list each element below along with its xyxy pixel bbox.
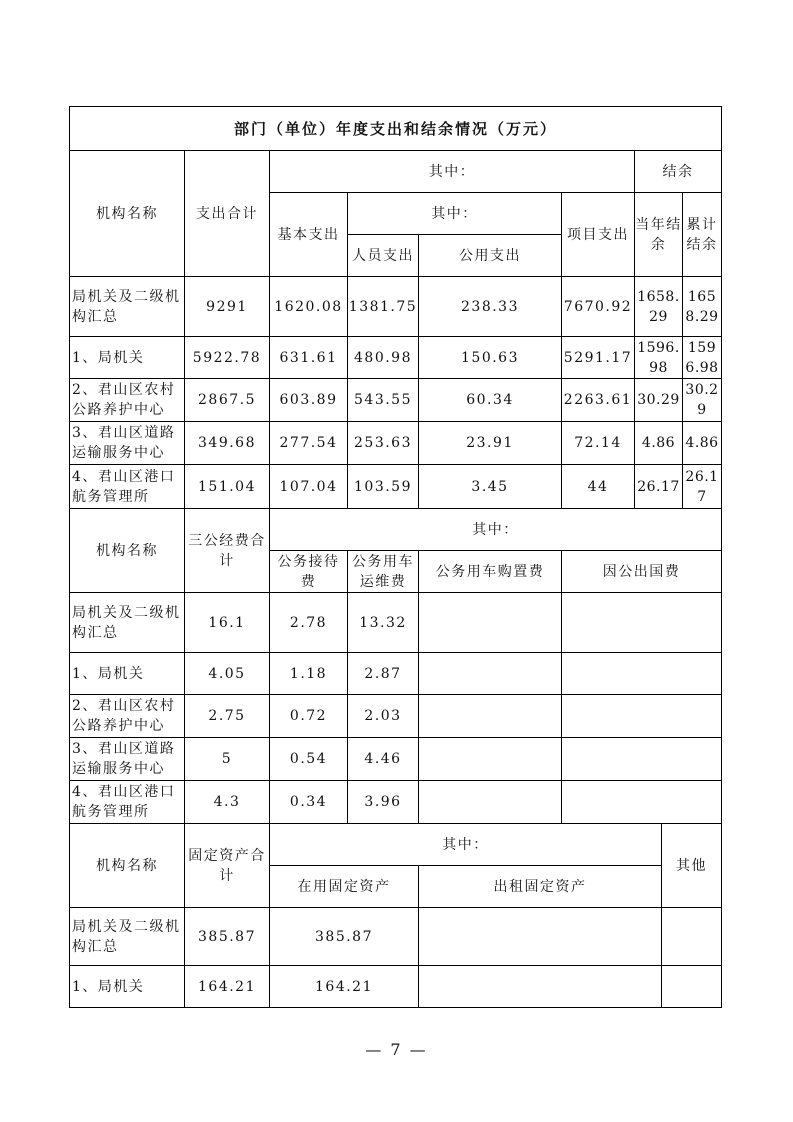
total-cell: 4.3 <box>185 781 270 824</box>
table-row <box>70 379 722 422</box>
header-three-public-total: 三公经费合计 <box>185 509 270 593</box>
total-cell: 2867.5 <box>185 379 270 422</box>
total-cell: 151.04 <box>185 465 270 509</box>
org-name: 1、局机关 <box>70 337 185 379</box>
basic-cell: 631.61 <box>270 337 348 379</box>
other-cell <box>662 966 722 1008</box>
header-of-which: 其中： <box>270 151 635 193</box>
org-name: 局机关及二级机构汇总 <box>70 277 185 337</box>
public-use-cell: 238.33 <box>419 277 562 337</box>
reception-cell: 0.54 <box>270 738 348 781</box>
leased-cell <box>419 908 662 966</box>
current-surplus-cell: 4.86 <box>635 422 683 465</box>
vehicle-purchase-cell <box>419 653 562 695</box>
project-cell: 2263.61 <box>562 379 635 422</box>
in-use-cell: 385.87 <box>270 908 419 966</box>
total-cell: 5922.78 <box>185 337 270 379</box>
personnel-cell: 253.63 <box>348 422 419 465</box>
reception-cell: 0.72 <box>270 695 348 738</box>
org-name: 2、君山区农村公路养护中心 <box>70 379 185 422</box>
vehicle-purchase-cell <box>419 593 562 653</box>
cumulative-surplus-cell: 4.86 <box>683 422 722 465</box>
public-use-cell: 60.34 <box>419 379 562 422</box>
page-title: 部门（单位）年度支出和结余情况（万元） <box>70 107 722 151</box>
personnel-cell: 1381.75 <box>348 277 419 337</box>
org-name: 局机关及二级机构汇总 <box>70 908 185 966</box>
vehicle-purchase-cell <box>419 695 562 738</box>
org-name: 1、局机关 <box>70 653 185 695</box>
in-use-cell: 164.21 <box>270 966 419 1008</box>
header-reception: 公务接待费 <box>270 551 348 593</box>
fixed-assets-table <box>69 823 722 1008</box>
public-use-cell: 150.63 <box>419 337 562 379</box>
header-org-name: 机构名称 <box>70 151 185 277</box>
total-cell: 4.05 <box>185 653 270 695</box>
personnel-cell: 103.59 <box>348 465 419 509</box>
total-cell: 164.21 <box>185 966 270 1008</box>
table-row <box>70 738 722 781</box>
reception-cell: 2.78 <box>270 593 348 653</box>
cumulative-surplus-cell: 26.17 <box>683 465 722 509</box>
vehicle-purchase-cell <box>419 738 562 781</box>
table-row <box>70 695 722 738</box>
org-name: 3、君山区道路运输服务中心 <box>70 738 185 781</box>
public-use-cell: 23.91 <box>419 422 562 465</box>
org-name: 3、君山区道路运输服务中心 <box>70 422 185 465</box>
cumulative-surplus-cell: 1596.98 <box>683 337 722 379</box>
current-surplus-cell: 1596.98 <box>635 337 683 379</box>
header-of-which: 其中： <box>270 509 722 551</box>
overseas-cell <box>562 653 722 695</box>
basic-cell: 1620.08 <box>270 277 348 337</box>
total-cell: 16.1 <box>185 593 270 653</box>
header-project: 项目支出 <box>562 193 635 277</box>
header-in-use: 在用固定资产 <box>270 866 419 908</box>
header-vehicle-purchase: 公务用车购置费 <box>419 551 562 593</box>
org-name: 2、君山区农村公路养护中心 <box>70 695 185 738</box>
current-surplus-cell: 26.17 <box>635 465 683 509</box>
header-overseas: 因公出国费 <box>562 551 722 593</box>
org-name: 4、君山区港口航务管理所 <box>70 781 185 824</box>
vehicle-purchase-cell <box>419 781 562 824</box>
vehicle-operation-cell: 2.87 <box>348 653 419 695</box>
header-cumulative: 累计结余 <box>683 193 722 277</box>
vehicle-operation-cell: 3.96 <box>348 781 419 824</box>
personnel-cell: 480.98 <box>348 337 419 379</box>
reception-cell: 1.18 <box>270 653 348 695</box>
overseas-cell <box>562 695 722 738</box>
basic-cell: 603.89 <box>270 379 348 422</box>
overseas-cell <box>562 738 722 781</box>
header-fixed-assets-total: 固定资产合计 <box>185 824 270 908</box>
header-org-name: 机构名称 <box>70 824 185 908</box>
current-surplus-cell: 1658.29 <box>635 277 683 337</box>
total-cell: 385.87 <box>185 908 270 966</box>
org-name: 1、局机关 <box>70 966 185 1008</box>
total-cell: 2.75 <box>185 695 270 738</box>
overseas-cell <box>562 781 722 824</box>
basic-cell: 277.54 <box>270 422 348 465</box>
vehicle-operation-cell: 2.03 <box>348 695 419 738</box>
overseas-cell <box>562 593 722 653</box>
current-surplus-cell: 30.29 <box>635 379 683 422</box>
table-row <box>70 277 722 337</box>
other-cell <box>662 908 722 966</box>
header-personnel: 人员支出 <box>348 235 419 277</box>
table-row <box>70 781 722 824</box>
header-other: 其他 <box>662 824 722 908</box>
project-cell: 72.14 <box>562 422 635 465</box>
org-name: 4、君山区港口航务管理所 <box>70 465 185 509</box>
cumulative-surplus-cell: 30.29 <box>683 379 722 422</box>
cumulative-surplus-cell: 1658.29 <box>683 277 722 337</box>
three-public-expenses-table <box>69 508 722 824</box>
project-cell: 7670.92 <box>562 277 635 337</box>
header-of-which: 其中： <box>270 824 662 866</box>
header-current-year: 当年结余 <box>635 193 683 277</box>
page-number: — 7 — <box>365 1040 428 1059</box>
table-row <box>70 465 722 509</box>
expenditure-table <box>69 106 722 509</box>
table-row <box>70 653 722 695</box>
table-row <box>70 337 722 379</box>
header-vehicle-operation: 公务用车运维费 <box>348 551 419 593</box>
table-row <box>70 908 722 966</box>
org-name: 局机关及二级机构汇总 <box>70 593 185 653</box>
total-cell: 5 <box>185 738 270 781</box>
basic-cell: 107.04 <box>270 465 348 509</box>
personnel-cell: 543.55 <box>348 379 419 422</box>
reception-cell: 0.34 <box>270 781 348 824</box>
header-public-use: 公用支出 <box>419 235 562 277</box>
header-basic: 基本支出 <box>270 193 348 277</box>
table-row <box>70 593 722 653</box>
total-cell: 9291 <box>185 277 270 337</box>
total-cell: 349.68 <box>185 422 270 465</box>
vehicle-operation-cell: 4.46 <box>348 738 419 781</box>
header-surplus: 结余 <box>635 151 722 193</box>
header-org-name: 机构名称 <box>70 509 185 593</box>
table-row <box>70 422 722 465</box>
vehicle-operation-cell: 13.32 <box>348 593 419 653</box>
header-leased: 出租固定资产 <box>419 866 662 908</box>
project-cell: 44 <box>562 465 635 509</box>
header-of-which-inner: 其中： <box>348 193 562 235</box>
leased-cell <box>419 966 662 1008</box>
header-total: 支出合计 <box>185 151 270 277</box>
public-use-cell: 3.45 <box>419 465 562 509</box>
table-row <box>70 966 722 1008</box>
project-cell: 5291.17 <box>562 337 635 379</box>
